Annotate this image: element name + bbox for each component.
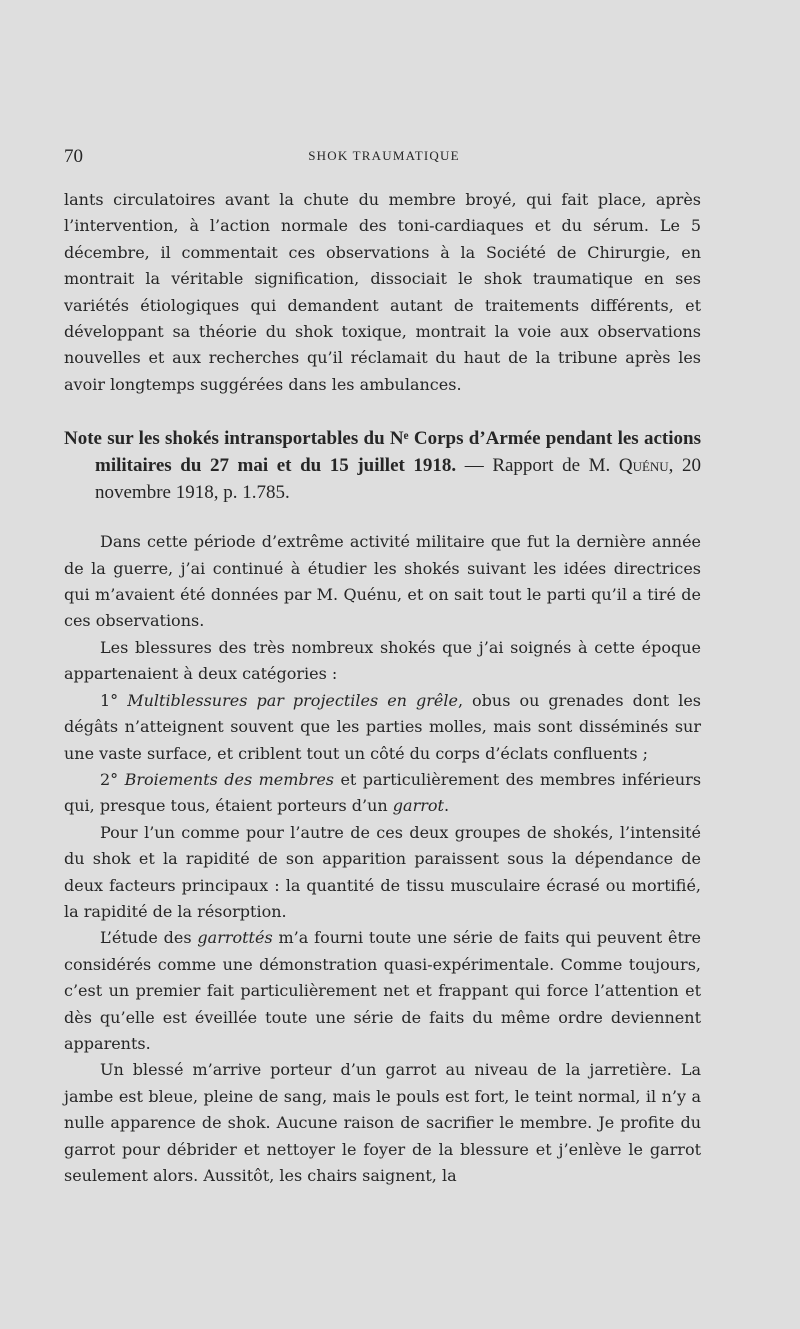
note-reference: , 20 novembre 1918, p. 1.785. bbox=[95, 455, 701, 504]
spacer bbox=[64, 398, 701, 425]
paragraph: Dans cette période d’extrême activité militaire que fut la dernière année de la guerre, j’ai continué à étudier les shokés suivant les idées directrices qui m’avaient été données par M. Quénu, et on sait tout le parti qu’il a tiré de ces observations. bbox=[64, 532, 701, 631]
page-number: 70 bbox=[64, 146, 83, 167]
list-text: , obus ou grenades dont les dégâts n’atteignent souvent que les parties molles, mais sont disséminés sur une vaste surface, et criblent tout un côté du corps d’éclats confluents ; bbox=[64, 690, 701, 763]
paragraph: Un blessé m’arrive porteur d’un garrot au niveau de la jarretière. La jambe est bleue, pleine de sang, mais le pouls est fort, le teint normal, il n’y a nulle apparence de shok. Aucune raison de sacrifier le membre. Je profite du garrot pour débrider et nettoyer le foyer de la blessure et j’enlève le garrot seulement alors. Aussitôt, les chairs saignent, la bbox=[64, 1060, 701, 1185]
note-dash: — Rapport de M. bbox=[456, 455, 619, 477]
list-number: 1° bbox=[100, 690, 128, 710]
paragraph: Les blessures des très nombreux shokés que j’ai soignés à cette époque appartenaient à deux catégories : bbox=[64, 637, 701, 684]
note-heading bbox=[64, 425, 701, 506]
paragraph-text: L’étude des bbox=[100, 928, 198, 948]
italic-term: garrot bbox=[392, 796, 444, 816]
italic-term: garrottés bbox=[197, 928, 273, 948]
list-item-1 bbox=[64, 688, 701, 767]
body-text bbox=[64, 187, 701, 1189]
list-number: 2° bbox=[100, 769, 125, 789]
page-header bbox=[64, 146, 704, 170]
paragraph bbox=[64, 925, 701, 1057]
italic-term: Multiblessures par projectiles en grêle bbox=[127, 690, 458, 710]
running-head: SHOK TRAUMATIQUE bbox=[308, 148, 460, 163]
list-text: et particulièrement des membres inférieurs qui, presque tous, étaient porteurs d’un bbox=[64, 769, 702, 816]
note-title: Note sur les shokés intransportables du Nᵉ Corps d’Armée pendant les actions militaires du 27 mai et du 15 juillet 1918. bbox=[64, 428, 701, 477]
paragraph: Pour l’un comme pour l’autre de ces deux groupes de shokés, l’intensité du shok et la rapidité de son apparition paraissent sous la dépendance de deux facteurs principaux : la quantité de tissu musculaire écrasé ou mortifié, la rapidité de la résorption. bbox=[64, 822, 701, 921]
paragraph-continuation: lants circulatoires avant la chute du membre broyé, qui fait place, après l’intervention, à l’action normale des toni-cardiaques et du sérum. Le 5 décembre, il commentait ces observations à la Société de Chirurgie, en montrait la véritable signification, dissociait le shok traumatique en ses variétés étiologiques qui demandent autant de traitements différents, et développant sa théorie du shok toxique, montrait la voie aux observations nouvelles et aux recherches qu’il réclamait du haut de la tribune après les avoir longtemps suggérées dans les ambulances. bbox=[64, 190, 701, 394]
list-item-2 bbox=[64, 767, 701, 820]
list-text: . bbox=[443, 796, 450, 816]
spacer bbox=[64, 506, 701, 529]
italic-term: Broiements des membres bbox=[124, 769, 335, 789]
paragraph-text: m’a fourni toute une série de faits qui peuvent être considérés comme une démonstration quasi-expérimentale. Comme toujours, c’est un premier fait particulièrement net et frappant qui force l’attention et dès qu’elle est éveillée toute une série de faits du même ordre deviennent apparents. bbox=[64, 928, 701, 1053]
note-author: Quénu bbox=[618, 455, 669, 477]
